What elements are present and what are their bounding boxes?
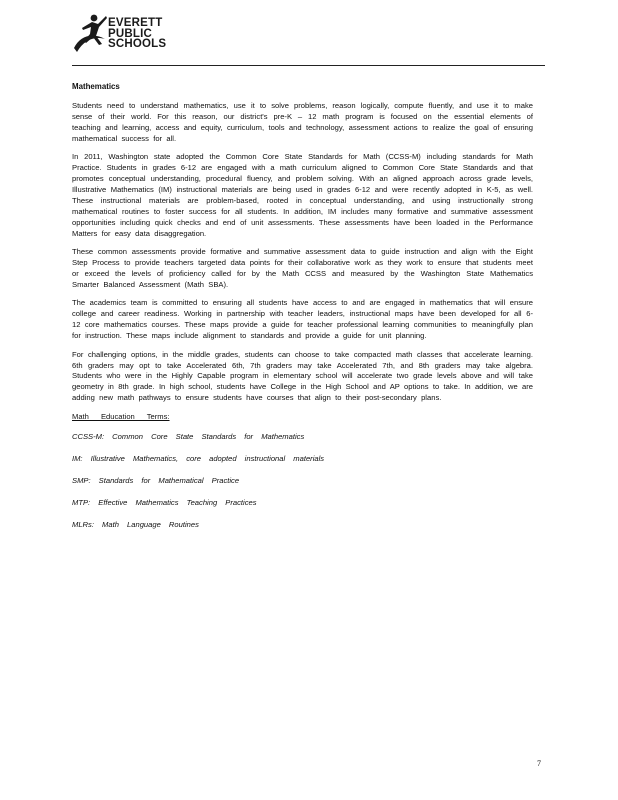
header-divider: [72, 65, 545, 66]
logo-wordmark: [108, 18, 166, 50]
district-logo: [72, 12, 192, 60]
logo-line-public: PUBLIC: [108, 27, 153, 40]
term-ccss-m: CCSS-M: Common Core State Standards for Mathematics: [72, 431, 305, 441]
section-title: Mathematics: [72, 82, 120, 91]
main-content: [72, 82, 533, 542]
term-smp: SMP: Standards for Mathematical Practice: [72, 475, 240, 485]
logo-line-schools: SCHOOLS: [108, 38, 167, 50]
paragraph-acceleration: For challenging options, in the middle grades, students can choose to take compacted math classes that accelerate learning. 6th graders may opt to take Accelerated 6th, 7th graders may take Accelerated 7th, and 8th graders may take algebra. Students who were in the Highly Capable program in elementary school will accelerate two grade levels above and will take geometry in 8th grade. In high school, students have College in the High School and AP options to take. In addition, we are adding new math pathways to ensure students have courses that align to their post-secondary plans.: [72, 349, 533, 403]
term-im: IM: Illustrative Mathematics, core adopted instructional materials: [72, 453, 325, 463]
paragraph-instructional-maps: The academics team is committed to ensuring all students have access to and are engaged in mathematics that will ensure college and career readiness. Working in partnership with teacher leaders, instructional maps have been developed for all 6-12 core mathematics courses. These maps provide a guide for teacher professional learning communities to meaningfully plan for instruction. These maps include alignment to standards and provide a guide for unit planning.: [72, 298, 533, 341]
leaping-figure-logo-icon: [72, 12, 108, 58]
logo-line-everett: EVERETT: [108, 17, 163, 29]
term-mlrs: MLRs: Math Language Routines: [72, 520, 199, 530]
term-mtp: MTP: Effective Mathematics Teaching Practices: [72, 498, 257, 508]
paragraph-assessments: These common assessments provide formative and summative assessment data to guide instruction and align with the Eight Step Process to provide teachers targeted data points for their collaborative work as they work to ensure that students meet or exceed the levels of proficiency called for by the Math CCSS and measured by the Washington State Mathematics Smarter Balanced Assessment (Math SBA).: [72, 247, 533, 290]
page-number: 7: [537, 759, 541, 768]
paragraph-intro: Students need to understand mathematics, use it to solve problems, reason logically, compute fluently, and use it to make sense of their world. For this reason, our district's pre-K – 12 math program is focused on the essential elements of teaching and learning, access and equity, curriculum, tools and technology, assessment actions to realize the goal of ensuring mathematical success for all.: [72, 100, 533, 143]
terms-heading: Math Education Terms:: [72, 411, 170, 421]
paragraph-standards: In 2011, Washington state adopted the Common Core State Standards for Math (CCSS-M) including standards for Math Practice. Students in grades 6-12 are engaged with a math curriculum aligned to Common Core State Standards and that promotes conceptual understanding, procedural fluency, and problem solving. With an aligned approach across grade levels, Illustrative Mathematics (IM) instructional materials are being used in grades 6-12 and were recently adopted in K-5, as well. These instructional materials are problem-based, rooted in conceptual understanding, and using instructionally strong mathematical routines to foster success for all students. In addition, IM includes many formative and summative assessment opportunities including quick checks and end of unit assessments. These assessments have been loaded in the Performance Matters for easy data disaggregation.: [72, 152, 533, 238]
